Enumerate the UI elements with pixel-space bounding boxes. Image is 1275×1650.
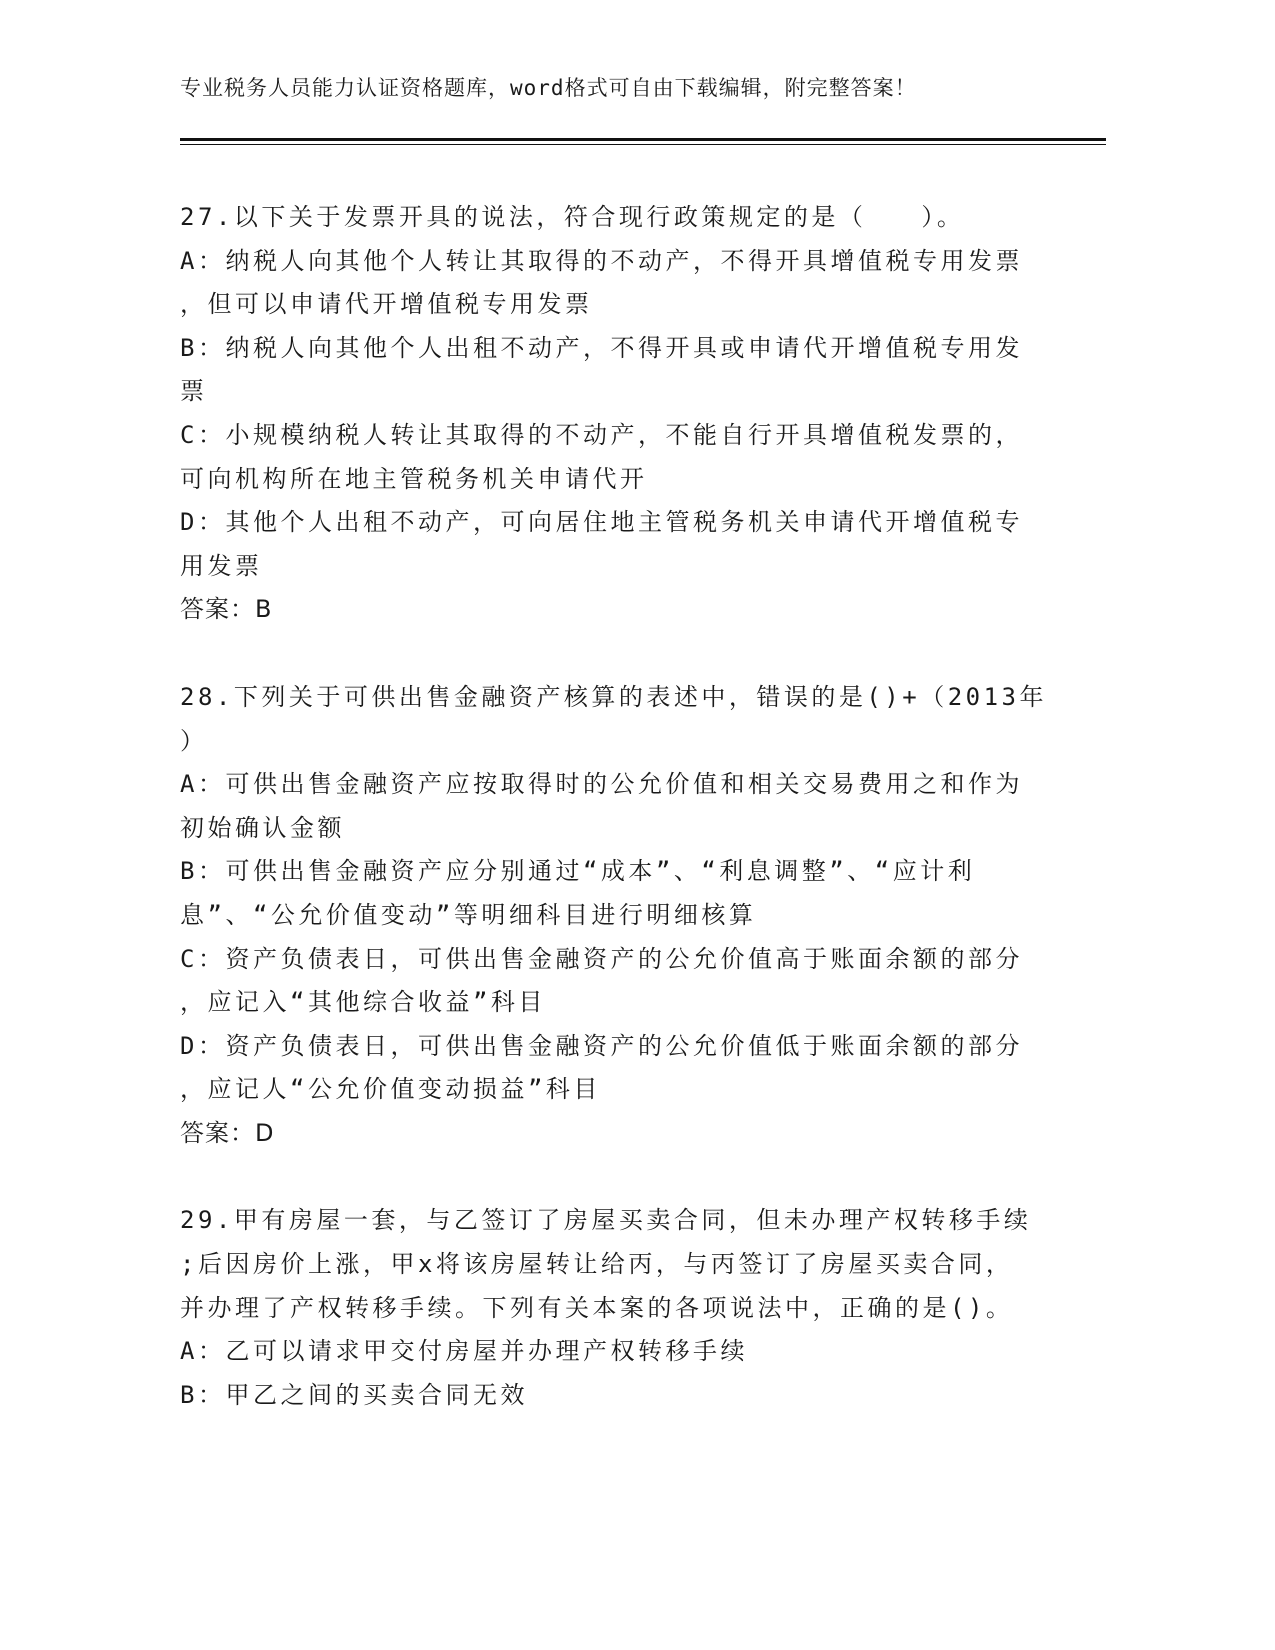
question-29-option-a: A：乙可以请求甲交付房屋并办理产权转移手续	[180, 1337, 748, 1366]
question-28-option-c-cont: ，应记入“其他综合收益”科目	[180, 988, 546, 1017]
question-27-option-c-cont: 可向机构所在地主管税务机关申请代开	[180, 464, 648, 493]
question-27-option-d-cont: 用发票	[180, 551, 263, 580]
question-28-stem: 28.下列关于可供出售金融资产核算的表述中，错误的是()+（2013年	[180, 682, 1047, 711]
question-29-stem-cont-2: 并办理了产权转移手续。下列有关本案的各项说法中，正确的是()。	[180, 1293, 1014, 1322]
question-27	[180, 196, 1040, 632]
question-29-stem: 29.甲有房屋一套，与乙签订了房屋买卖合同，但未办理产权转移手续	[180, 1206, 1032, 1235]
question-28	[180, 676, 1047, 1156]
question-28-option-a-cont: 初始确认金额	[180, 813, 345, 842]
question-29-stem-cont-1: ;后因房价上涨，甲x将该房屋转让给丙，与丙签订了房屋买卖合同，	[180, 1250, 1014, 1279]
question-27-option-b-cont: 票	[180, 377, 208, 406]
question-28-option-b: B：可供出售金融资产应分别通过“成本”、“利息调整”、“应计利	[180, 857, 976, 886]
question-27-option-a: A：纳税人向其他个人转让其取得的不动产，不得开具增值税专用发票	[180, 246, 1023, 275]
question-28-stem-cont: ）	[180, 726, 208, 755]
question-27-answer: 答案：B	[180, 595, 273, 624]
question-27-stem: 27.以下关于发票开具的说法，符合现行政策规定的是（ ）。	[180, 203, 965, 231]
header-rule-thin	[180, 144, 1106, 145]
page-header-text: 专业税务人员能力认证资格题库，word格式可自由下载编辑，附完整答案！	[180, 76, 917, 100]
question-27-option-b: B：纳税人向其他个人出租不动产，不得开具或申请代开增值税专用发	[180, 333, 1023, 362]
question-28-option-c: C：资产负债表日，可供出售金融资产的公允价值高于账面余额的部分	[180, 944, 1023, 973]
question-29-option-b: B：甲乙之间的买卖合同无效	[180, 1380, 528, 1409]
question-27-option-d: D：其他个人出租不动产，可向居住地主管税务机关申请代开增值税专	[180, 508, 1023, 537]
question-28-option-d: D：资产负债表日，可供出售金融资产的公允价值低于账面余额的部分	[180, 1031, 1023, 1060]
question-28-option-a: A：可供出售金融资产应按取得时的公允价值和相关交易费用之和作为	[180, 770, 1023, 799]
question-28-option-b-cont: 息”、“公允价值变动”等明细科目进行明细核算	[180, 900, 757, 929]
header-rule-thick	[180, 138, 1106, 141]
question-28-answer: 答案：D	[180, 1118, 275, 1147]
question-29	[180, 1199, 1040, 1417]
question-27-option-c: C：小规模纳税人转让其取得的不动产，不能自行开具增值税发票的，	[180, 420, 1023, 449]
question-28-option-d-cont: ，应记人“公允价值变动损益”科目	[180, 1075, 601, 1104]
question-27-option-a-cont: ，但可以申请代开增值税专用发票	[180, 290, 593, 319]
question-list	[180, 196, 1047, 1461]
